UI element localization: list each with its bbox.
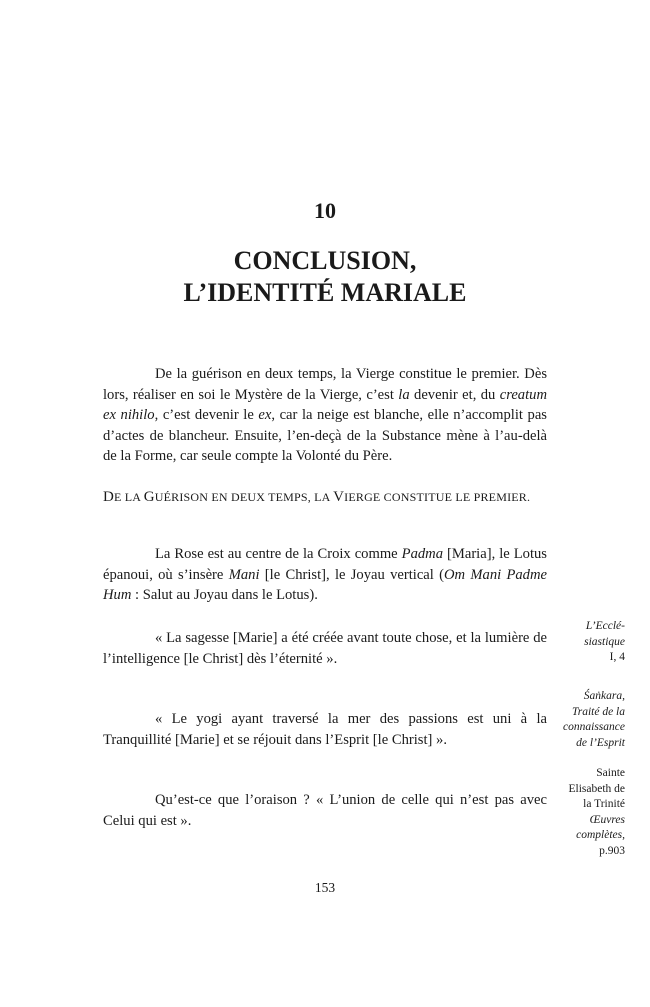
heading-small-2: UÉRISON EN DEUX TEMPS, LA [154,490,334,504]
rose-text-4: : Salut au Joyau dans le Lotus). [131,587,318,604]
chapter-title-line-1: CONCLUSION, [233,246,417,275]
heading-cap-g: G [143,489,155,505]
margin-note-shankara [535,689,625,751]
rose-text-3: [le Christ], le Joyau vertical ( [259,566,444,583]
rose-emph-mani: Mani [228,566,260,583]
heading-small-1: E LA [114,490,144,504]
margin-note-2-line-4: de l’Esprit [576,736,625,749]
quote-elisabeth: Qu’est-ce que l’oraison ? « L’union de celle qui n’est pas avec Celui qui est ». [103,792,547,829]
intro-paragraph [103,364,547,467]
chapter-title [0,245,650,309]
rose-emph-padma: Padma [401,546,444,562]
chapter-title-line-2: L’IDENTITÉ MARIALE [183,278,467,307]
rose-paragraph [103,544,547,606]
margin-note-ecclesiastique [535,619,625,666]
rose-text-2: [Maria], le Lotus épanoui, où s’insère [103,546,547,583]
margin-note-2-line-1: Śaṅkara, [583,690,625,702]
section-heading [103,487,547,508]
margin-note-2-line-2: Traité de la [571,705,625,718]
intro-text-1: De la guérison en deux temps, la Vierge constitue le premier. Dès lors, réaliser en soi le Mystère de la Vierge, c’est [103,366,547,403]
margin-note-3-line-6: p.903 [599,844,625,857]
intro-text-3: , c’est devenir le [154,407,259,424]
margin-note-1-line-2: siastique [584,635,625,648]
margin-note-1-line-1: L’Ecclé- [585,620,625,632]
margin-note-1-line-3: I, 4 [609,651,625,663]
margin-note-3-line-4: Œuvres [589,813,625,826]
quote-shankara: « Le yogi ayant traversé la mer des passions est uni à la Tranquillité [Marie] et se réjouit dans l’Esprit [le Christ] ». [103,711,547,748]
page-number: 153 [314,880,336,895]
margin-note-2-line-3: connaissance [563,721,625,733]
intro-text-4: , car la neige est blanche, elle n’accomplit pas d’actes de blancheur. Ensuite, l’en-deçà de la Substance mène à l’au-delà de la Forme, car seule compte la Volonté du Père. [103,407,547,465]
margin-note-elisabeth [535,766,625,859]
heading-small-3: IERGE CONSTITUE LE PREMIER. [344,490,531,504]
intro-emph-ex: ex [258,407,272,424]
intro-emph-la: la [398,386,410,403]
rose-emph-mantra: Om Mani Padme Hum [103,566,547,604]
margin-note-3-line-3: la Trinité [583,798,625,810]
chapter-number: 10 [314,198,336,223]
intro-emph-creatum: creatum ex nihilo [103,386,547,424]
intro-text-2: devenir et, du [409,386,500,403]
margin-note-3-line-5: complètes, [576,829,625,841]
heading-cap-d: D [103,489,115,505]
margin-note-3-line-1: Sainte [596,767,625,779]
heading-cap-v: V [333,489,345,505]
quote-ecclesiastique: « La sagesse [Marie] a été créée avant toute chose, et la lumière de l’intelligence [le Christ] dès l’éternité ». [103,630,547,667]
margin-note-3-line-2: Elisabeth de [568,782,625,795]
rose-text-1: La Rose est au centre de la Croix comme [155,546,402,562]
